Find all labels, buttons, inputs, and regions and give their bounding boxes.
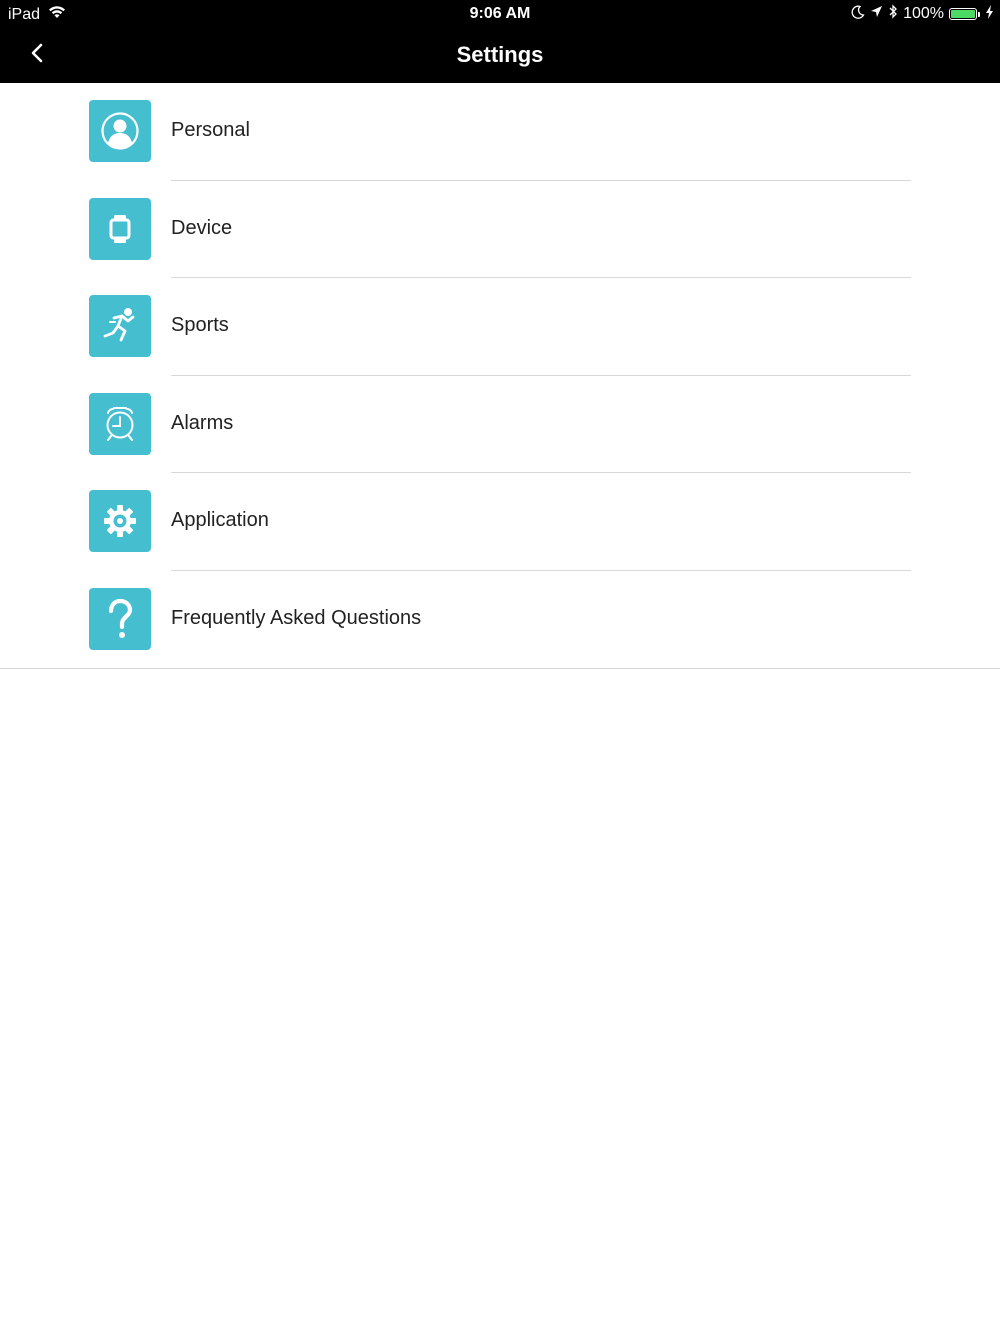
page-title: Settings xyxy=(456,42,544,67)
settings-item-label: Alarms xyxy=(171,411,234,434)
list-bottom-divider xyxy=(0,668,1000,669)
gear-icon xyxy=(89,490,151,552)
settings-item-label: Frequently Asked Questions xyxy=(171,606,422,629)
settings-item-device[interactable] xyxy=(0,181,1000,279)
bluetooth-icon xyxy=(888,4,898,24)
charging-bolt-icon xyxy=(985,5,994,24)
settings-list xyxy=(0,83,1000,669)
battery-icon xyxy=(949,8,977,20)
alarm-clock-icon xyxy=(89,393,151,455)
runner-icon xyxy=(89,295,151,357)
settings-item-faq[interactable] xyxy=(0,571,1000,669)
watch-icon xyxy=(89,198,151,260)
device-name: iPad xyxy=(8,5,41,23)
status-bar xyxy=(0,0,1000,28)
battery-percent: 100% xyxy=(903,5,944,22)
battery-tip xyxy=(978,12,980,17)
status-right xyxy=(851,4,994,24)
settings-item-label: Personal xyxy=(171,119,250,141)
settings-item-sports[interactable] xyxy=(0,278,1000,376)
person-icon xyxy=(89,100,151,162)
navigation-bar xyxy=(0,28,1000,83)
settings-item-personal[interactable] xyxy=(0,83,1000,181)
settings-item-application[interactable] xyxy=(0,473,1000,571)
settings-item-alarms[interactable] xyxy=(0,376,1000,474)
location-arrow-icon xyxy=(870,5,883,23)
question-mark-icon xyxy=(89,588,151,650)
settings-item-label: Sports xyxy=(171,314,229,337)
status-time: 9:06 AM xyxy=(469,5,531,22)
battery-fill xyxy=(951,10,975,18)
moon-icon xyxy=(851,5,865,24)
settings-item-label: Application xyxy=(171,509,269,532)
settings-item-label: Device xyxy=(171,216,233,239)
